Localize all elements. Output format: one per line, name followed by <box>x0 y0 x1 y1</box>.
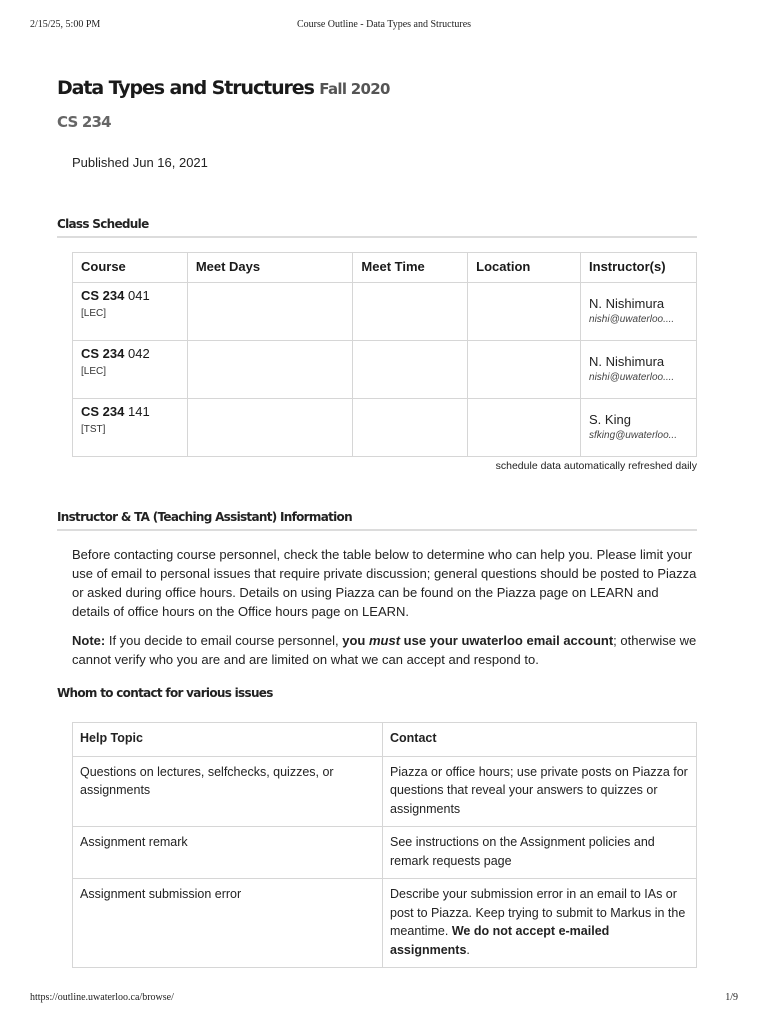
column-header: Help Topic <box>73 723 383 757</box>
instructor-email[interactable]: sfking@uwaterloo... <box>589 430 677 441</box>
print-datetime: 2/15/25, 5:00 PM <box>30 19 101 30</box>
contact-text: See instructions on the Assignment policies and remark requests page <box>390 835 655 868</box>
section-number: 042 <box>128 346 150 361</box>
contact-text: Describe your submission error in an email to IAs or post to Piazza. Keep trying to submit to Markus in the meantime. <box>390 887 686 938</box>
instructor-cell <box>581 341 697 399</box>
contacts-section <box>57 685 697 968</box>
column-header: Instructor(s) <box>581 253 697 283</box>
help-topic-cell: Questions on lectures, selfchecks, quizzes, or assignments <box>73 756 383 827</box>
note-emphasis-account: use your uwaterloo email account <box>400 633 614 648</box>
table-row <box>73 341 697 399</box>
contact-emphasis: We do not accept e-mailed assignments <box>390 924 610 957</box>
column-header: Course <box>73 253 188 283</box>
component-type: [LEC] <box>81 308 107 319</box>
table-row <box>73 827 697 879</box>
contact-cell <box>383 756 697 827</box>
location-cell <box>468 399 581 457</box>
page-title <box>57 74 697 103</box>
instructor-name: N. Nishimura <box>589 296 665 311</box>
help-topic-cell: Assignment remark <box>73 827 383 879</box>
class-schedule-section <box>57 216 697 473</box>
table-row <box>73 399 697 457</box>
email-note-paragraph <box>72 631 697 669</box>
table-row <box>73 879 697 968</box>
contact-cell <box>383 879 697 968</box>
print-page-title: Course Outline - Data Types and Structures <box>296 19 472 30</box>
meet-days-cell <box>187 341 353 399</box>
course-outline <box>57 74 697 968</box>
table-row <box>73 283 697 341</box>
instructor-info-heading: Instructor & TA (Teaching Assistant) Information <box>57 509 697 531</box>
note-text-end: ; otherwise we cannot verify who you are and are limited on what we can accept and respond to. <box>72 633 697 667</box>
instructor-info-section <box>57 509 697 669</box>
print-header <box>0 19 768 33</box>
component-type: [LEC] <box>81 366 107 377</box>
course-cell <box>73 341 188 399</box>
course-cell <box>73 283 188 341</box>
course-title: Data Types and Structures <box>57 77 314 99</box>
schedule-refresh-note: schedule data automatically refreshed daily <box>495 460 697 472</box>
help-topic-cell: Assignment submission error <box>73 879 383 968</box>
column-header: Meet Days <box>187 253 353 283</box>
course-cell <box>73 399 188 457</box>
page-number: 1/9 <box>725 992 738 1003</box>
contact-instructions-paragraph: Before contacting course personnel, check the table below to determine who can help you. Please limit your use of email to personal issues that require private discussion; general questions should be posted to Piazza or asked during office hours. Details on using Piazza can be found on the Piazza page on LEARN and details of office hours on the Office hours page on LEARN. <box>72 547 697 619</box>
column-header: Meet Time <box>353 253 468 283</box>
note-text: If you decide to email course personnel, <box>105 633 343 648</box>
meet-days-cell <box>187 283 353 341</box>
course-code-cell: CS 234 <box>81 404 125 419</box>
print-url: https://outline.uwaterloo.ca/browse/ <box>30 992 174 1003</box>
meet-time-cell <box>353 283 468 341</box>
meet-time-cell <box>353 341 468 399</box>
note-emphasis: you <box>342 633 369 648</box>
course-code-cell: CS 234 <box>81 288 125 303</box>
contacts-heading: Whom to contact for various issues <box>57 686 273 700</box>
table-row <box>73 756 697 827</box>
instructor-name: S. King <box>589 412 631 427</box>
note-emphasis-must: must <box>368 633 401 648</box>
course-code-cell: CS 234 <box>81 346 125 361</box>
contacts-header-row <box>73 723 697 757</box>
course-term: Fall 2020 <box>319 80 390 98</box>
note-label: Note: <box>72 633 106 648</box>
schedule-header-row <box>73 253 697 283</box>
section-number: 041 <box>128 288 150 303</box>
print-footer <box>0 992 768 1006</box>
instructor-cell <box>581 283 697 341</box>
schedule-table <box>72 252 697 457</box>
section-number: 141 <box>128 404 150 419</box>
location-cell <box>468 283 581 341</box>
contact-text-end: . <box>466 942 470 957</box>
component-type: [TST] <box>81 424 106 435</box>
column-header: Location <box>468 253 581 283</box>
instructor-name: N. Nishimura <box>589 354 665 369</box>
location-cell <box>468 341 581 399</box>
meet-time-cell <box>353 399 468 457</box>
class-schedule-heading: Class Schedule <box>57 216 697 238</box>
column-header: Contact <box>383 723 697 757</box>
contact-text: Piazza or office hours; use private posts on Piazza for questions that reveal your answers to quizzes or assignments <box>390 764 688 816</box>
instructor-cell <box>581 399 697 457</box>
course-code: CS 234 <box>57 113 111 131</box>
contact-cell <box>383 827 697 879</box>
published-date: Published Jun 16, 2021 <box>72 155 208 170</box>
contacts-table <box>72 722 697 968</box>
meet-days-cell <box>187 399 353 457</box>
instructor-email[interactable]: nishi@uwaterloo.... <box>589 372 675 383</box>
instructor-email[interactable]: nishi@uwaterloo.... <box>589 314 675 325</box>
